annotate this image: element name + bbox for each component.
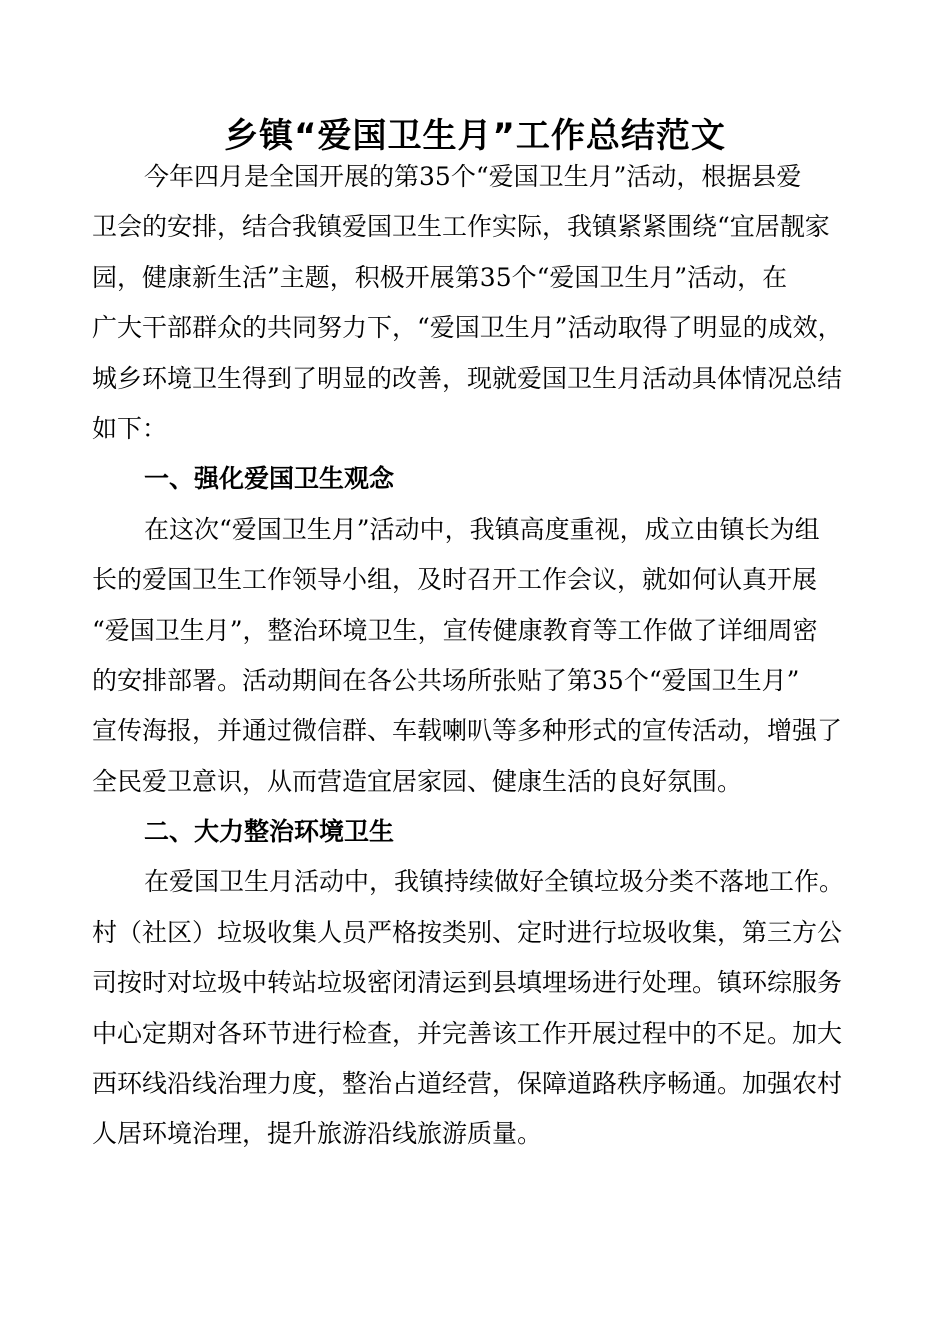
text-line: 中心定期对各环节进行检查，并完善该工作开展过程中的不足。加大 [92,1018,843,1048]
text-line: 广大干部群众的共同努力下，“爱国卫生月”活动取得了明显的成效， [92,313,843,343]
text-line: 的安排部署。活动期间在各公共场所张贴了第35个“爱国卫生月” [92,665,800,695]
text-line: 城乡环境卫生得到了明显的改善，现就爱国卫生月活动具体情况总结 [92,363,843,393]
text-line: 在爱国卫生月活动中，我镇持续做好全镇垃圾分类不落地工作。 [144,867,845,897]
text-line: “爱国卫生月”，整治环境卫生，宣传健康教育等工作做了详细周密 [92,615,818,645]
text-line: 卫会的安排，结合我镇爱国卫生工作实际，我镇紧紧围绕“宜居靓家 [92,212,830,242]
section-2-paragraph [92,857,872,1159]
section-1-heading: 一、强化爱国卫生观念 [144,464,395,494]
document-title: 乡镇“爱国卫生月”工作总结范文 [224,116,726,156]
text-line: 司按时对垃圾中转站垃圾密闭清运到县填埋场进行处理。镇环综服务 [92,968,843,998]
text-line: 园，健康新生活”主题，积极开展第35个“爱国卫生月”活动，在 [92,262,788,292]
text-line: 长的爱国卫生工作领导小组，及时召开工作会议，就如何认真开展 [92,565,818,595]
text-line: 人居环境治理，提升旅游沿线旅游质量。 [92,1119,543,1149]
document-body [92,152,872,1160]
intro-paragraph [92,152,872,454]
text-line: 如下： [92,413,168,443]
text-line: 今年四月是全国开展的第35个“爱国卫生月”活动，根据县爱 [144,162,802,191]
section-2-heading: 二、大力整治环境卫生 [144,817,395,847]
text-line: 在这次“爱国卫生月”活动中，我镇高度重视，成立由镇长为组 [144,514,820,544]
text-line: 西环线沿线治理力度，整治占道经营，保障道路秩序畅通。加强农村 [92,1069,843,1099]
text-line: 宣传海报，并通过微信群、车载喇叭等多种形式的宣传活动，增强了 [92,716,843,746]
section-1-paragraph [92,505,872,807]
text-line: 村（社区）垃圾收集人员严格按类别、定时进行垃圾收集，第三方公 [92,917,843,947]
text-line: 全民爱卫意识，从而营造宜居家园、健康生活的良好氛围。 [92,766,743,796]
